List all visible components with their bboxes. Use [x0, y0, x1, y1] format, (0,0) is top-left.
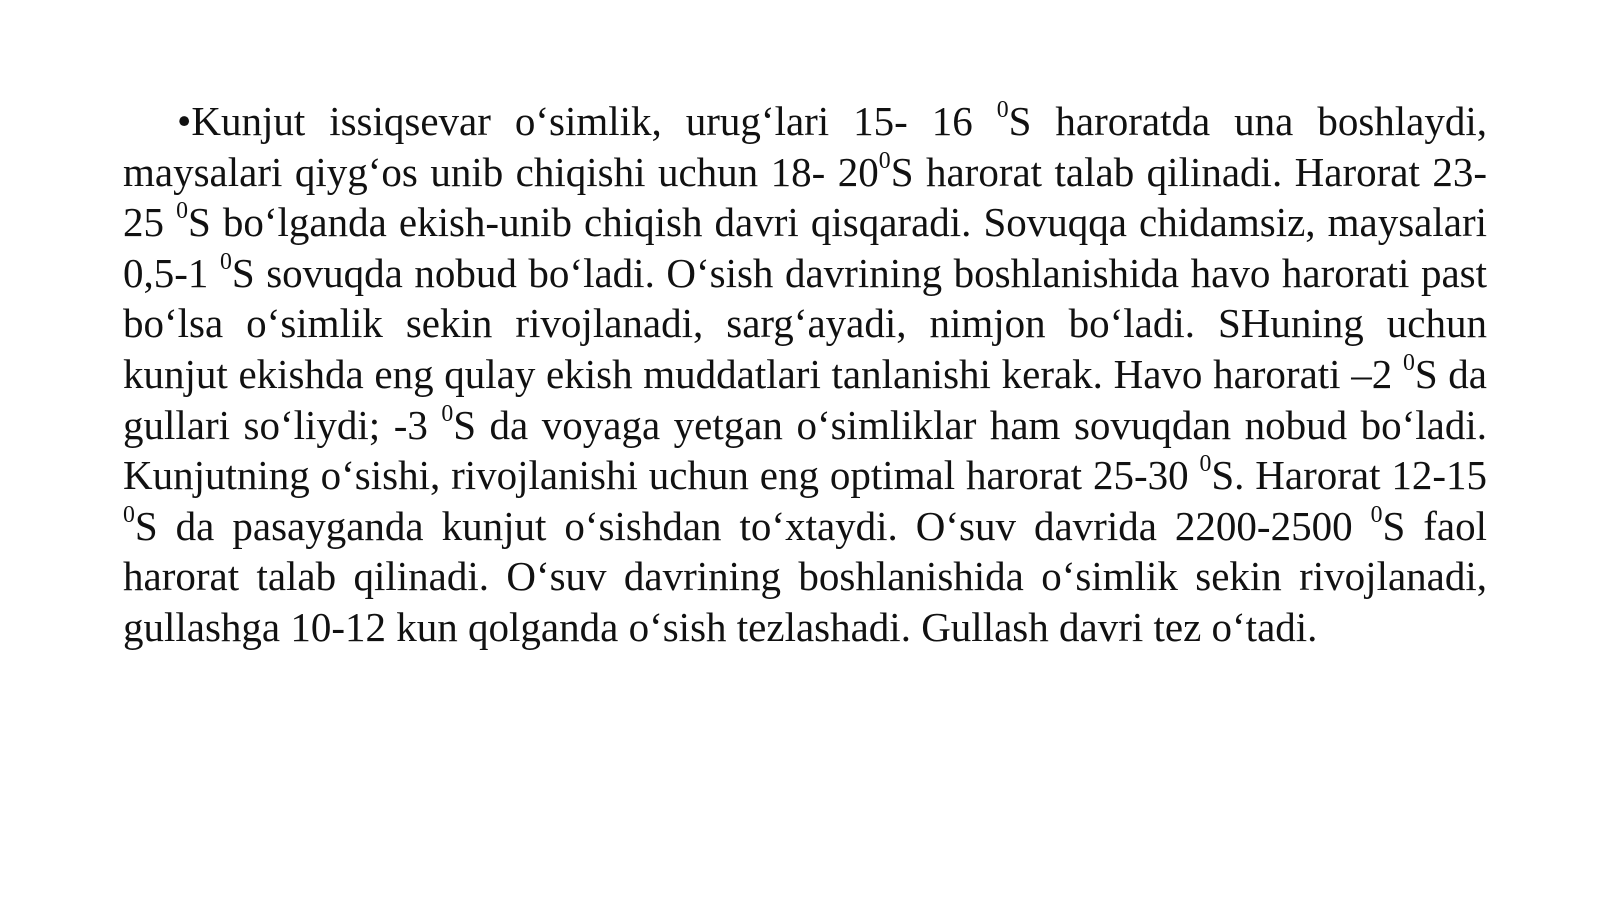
text-segment: S. Harorat 12-15: [1211, 452, 1487, 499]
degree-superscript: 0: [219, 248, 232, 275]
degree-superscript: 0: [441, 400, 454, 427]
text-segment: S sovuqda nobud bo‘ladi. O‘sish davrining boshlanishida havo harorati past bo‘lsa o‘simlik sekin rivojlanadi, sarg‘ayadi, nimjon bo‘ladi. SHuning uchun kunjut ekishda eng qulay ekish muddatlari tanlanishi kerak. Havo harorati –2: [123, 249, 1487, 397]
text-segment: Kunjut issiqsevar o‘simlik, urug‘lari 15- 16: [191, 98, 997, 144]
degree-superscript: 0: [123, 501, 135, 528]
text-segment: S faol harorat talab qilinadi. O‘suv davrining boshlanishida o‘simlik sekin rivojlanadi, gullashga 10-12 kun qolganda o‘sish tezlashadi. Gullash davri tez o‘tadi.: [123, 502, 1487, 650]
bullet-marker: •: [177, 98, 192, 144]
text-segment: S haroratda una boshlaydi, maysalari qiyg‘os unib chiqishi uchun 18- 20: [123, 98, 1488, 195]
body-text-box: [123, 96, 1487, 653]
text-segment: S da pasayganda kunjut o‘sishdan to‘xtaydi. O‘suv davrida 2200-2500: [134, 502, 1371, 549]
text-segment: S harorat talab qilinadi. Harorat 23-25: [123, 148, 1487, 246]
body-paragraph: [123, 96, 1487, 653]
text-segment: S bo‘lganda ekish-unib chiqish davri qisqaradi. Sovuqqa chidamsiz, maysalari 0,5-1: [123, 199, 1487, 296]
degree-superscript: 0: [176, 198, 188, 225]
text-segment: S da voyaga yetgan o‘simliklar ham sovuqdan nobud bo‘ladi. Kunjutning o‘sishi, rivojlanishi uchun eng optimal harorat 25-30: [123, 401, 1487, 499]
degree-superscript: 0: [1402, 350, 1415, 377]
degree-superscript: 0: [1199, 451, 1212, 478]
degree-superscript: 0: [996, 97, 1009, 124]
text-segment: S da gullari so‘liydi; -3: [123, 350, 1488, 448]
degree-superscript: 0: [878, 147, 891, 174]
degree-superscript: 0: [1370, 501, 1383, 528]
